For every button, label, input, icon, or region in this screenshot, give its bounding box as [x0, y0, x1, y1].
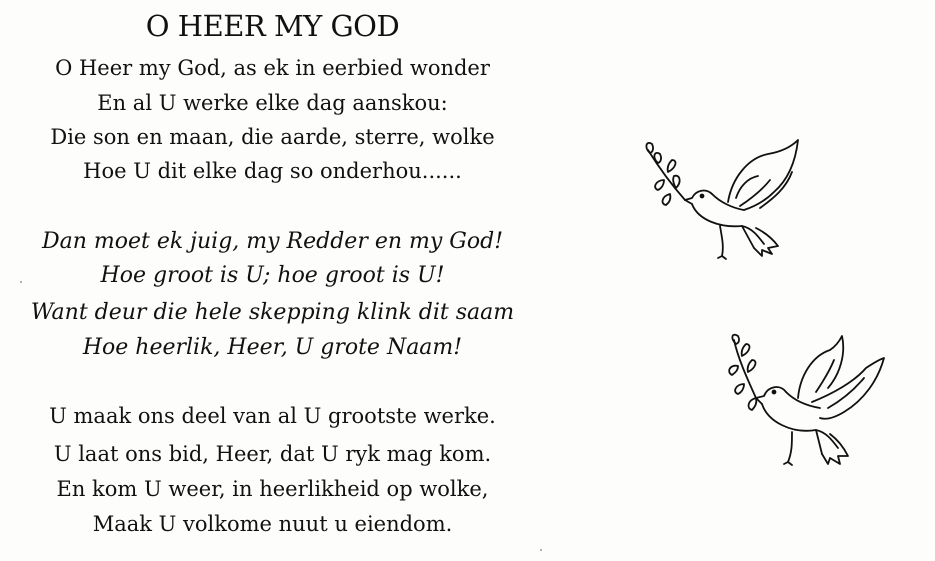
stanza-2-line-4: Hoe heerlik, Heer, U grote Naam! — [82, 335, 463, 360]
stanza-3-line-3: En kom U weer, in heerlikheid op wolke, — [56, 477, 489, 501]
stanza-3-line-2: U laat ons bid, Heer, dat U ryk mag kom. — [53, 442, 492, 466]
stanza-1-line-2: En al U werke elke dag aanskou: — [97, 91, 448, 115]
poem-title: O HEER MY GOD — [145, 9, 400, 43]
stanza-2-line-1: Dan moet ek juig, my Redder en my God! — [41, 229, 504, 254]
stanza-1-line-1: O Heer my God, as ek in eerbied wonder — [55, 56, 490, 80]
speck — [20, 281, 22, 283]
dove-with-olive-branch-icon — [640, 128, 810, 268]
stanza-1-line-4: Hoe U dit elke dag so onderhou...... — [83, 159, 462, 183]
dove-with-olive-branch-icon — [716, 330, 891, 470]
speck — [540, 549, 542, 551]
stanza-2-line-2: Hoe groot is U; hoe groot is U! — [100, 263, 445, 288]
stanza-2-line-3: Want deur die hele skepping klink dit saam — [30, 300, 515, 325]
stanza-1-line-3: Die son en maan, die aarde, sterre, wolke — [50, 125, 495, 149]
stanza-3-line-4: Maak U volkome nuut u eiendom. — [92, 512, 453, 536]
stanza-3-line-1: U maak ons deel van al U grootste werke. — [49, 404, 496, 428]
